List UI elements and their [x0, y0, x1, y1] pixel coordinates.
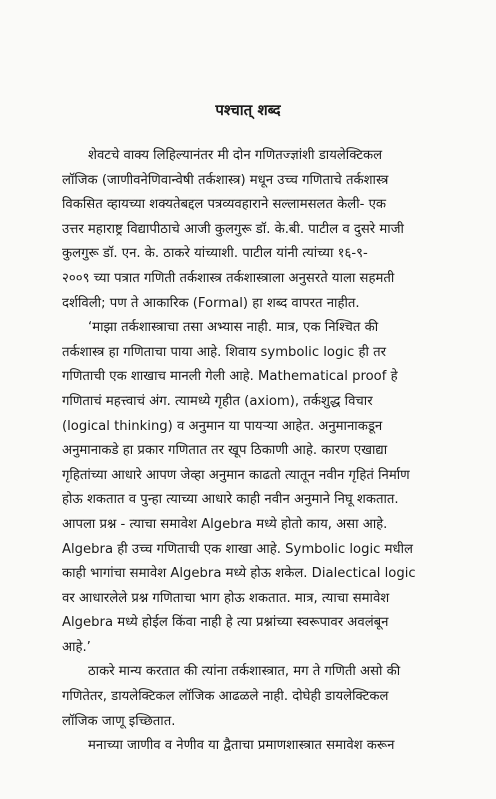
body-text: [62, 144, 454, 759]
text-line: ठाकरे मान्य करतात की त्यांना तर्कशास्त्रात, मग ते गणिती असो की: [88, 664, 401, 680]
text-line: दर्शविली; पण ते आकारिक (Formal) हा शब्द वापरत नाहीत.: [62, 295, 360, 311]
text-line: कुलगुरू डॉ. एन. के. ठाकरे यांच्याशी. पाटील यांनी त्यांच्या १६-९-: [62, 246, 368, 262]
text-line: Algebra ही उच्च गणिताची एक शाखा आहे. Symbolic logic मधील: [62, 541, 413, 557]
text-line: तर्कशास्त्र हा गणिताचा पाया आहे. शिवाय symbolic logic ही तर: [62, 344, 386, 360]
text-line: गणिताचं महत्त्वाचं अंग. त्यामध्ये गृहीत (axiom), तर्कशुद्ध विचार: [62, 393, 373, 409]
text-line: ‘माझा तर्कशास्त्राचा तसा अभ्यास नाही. मात्र, एक निश्चित की: [88, 320, 379, 336]
text-line: अनुमानाकडे हा प्रकार गणितात तर खूप ठिकाणी आहे. कारण एखाद्या: [62, 443, 388, 459]
text-line: Algebra मध्ये होईल किंवा नाही हे त्या प्रश्नांच्या स्वरूपावर अवलंबून: [62, 615, 389, 631]
paragraph-2-quote: [62, 316, 454, 660]
paragraph-4: [62, 734, 454, 759]
text-line: विकसित व्हायच्या शक्यतेबद्दल पत्रव्यवहाराने सल्लामसलत केली- एक: [62, 197, 387, 213]
text-line: लॉजिक जाणू इच्छितात.: [62, 713, 176, 729]
text-line: (logical thinking) व अनुमान या पायऱ्या आहेत. अनुमानाकडून: [62, 418, 383, 434]
paragraph-3: [62, 660, 454, 734]
text-line: लॉजिक (जाणीवनेणिवान्वेषी तर्कशास्त्र) मधून उच्च गणिताचे तर्कशास्त्र: [62, 172, 389, 188]
text-line: आपला प्रश्न - त्याचा समावेश Algebra मध्ये होतो काय, असा आहे.: [62, 516, 388, 532]
page-title: पश्चात् शब्द: [215, 101, 281, 119]
text-line: वर आधारलेले प्रश्न गणिताचा भाग होऊ शकतात. मात्र, त्याचा समावेश: [62, 590, 390, 606]
text-line: काही भागांचा समावेश Algebra मध्ये होऊ शकेल. Dialectical logic: [62, 566, 416, 582]
text-line: गणिताची एक शाखाच मानली गेली आहे. Mathematical proof हे: [62, 369, 398, 385]
text-line: होऊ शकतात व पुन्हा त्याच्या आधारे काही नवीन अनुमाने निघू शकतात.: [62, 492, 399, 508]
paragraph-1: [62, 144, 454, 316]
text-line: मनाच्या जाणीव व नेणीव या द्वैताचा प्रमाणशास्त्रात समावेश करून: [88, 738, 395, 754]
text-line: उत्तर महाराष्ट्र विद्यापीठाचे आजी कुलगुरू डॉ. के.बी. पाटील व दुसरे माजी: [62, 221, 404, 237]
text-line: आहे.’: [62, 639, 91, 655]
text-line: शेवटचे वाक्य लिहिल्यानंतर मी दोन गणितज्ज्ञांशी डायलेक्टिकल: [88, 148, 383, 163]
text-line: गणितेतर, डायलेक्टिकल लॉजिक आढळले नाही. दोघेही डायलेक्टिकल: [62, 689, 389, 705]
text-line: २००९ च्या पत्रात गणिती तर्कशास्त्र तर्कशास्त्राला अनुसरते याला सहमती: [62, 270, 395, 286]
text-line: गृहितांच्या आधारे आपण जेव्हा अनुमान काढतो त्यातून नवीन गृहितं निर्माण: [62, 467, 410, 483]
